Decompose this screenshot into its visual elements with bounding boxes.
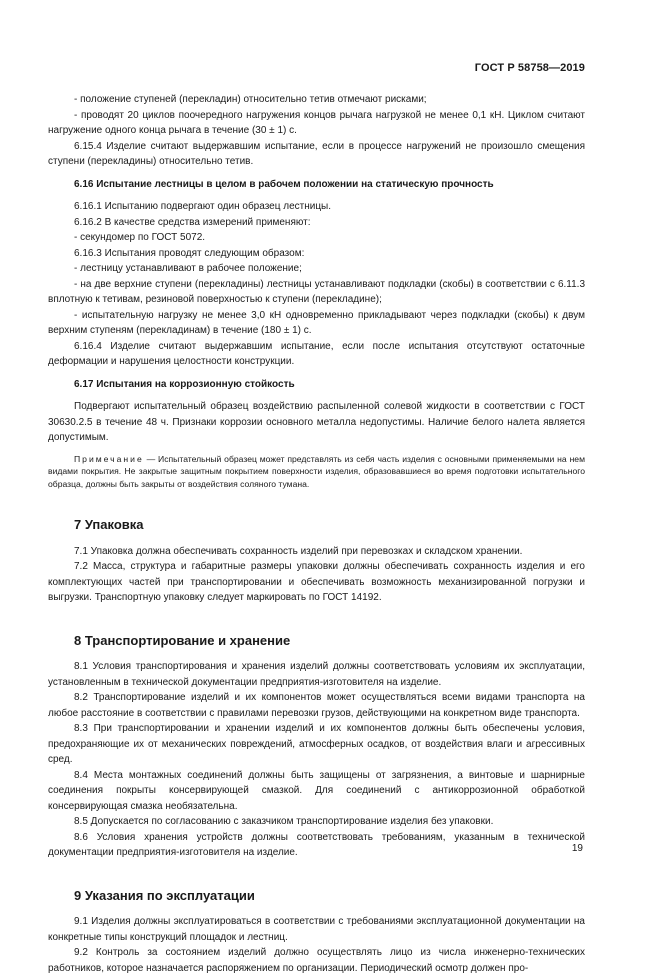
paragraph: 8.1 Условия транспортирования и хранения изделий должны соответствовать условиям их эксплуатации, установленным в технической документации предприятия-изготовителя на изделие. xyxy=(48,661,585,688)
subsection-heading: 6.17 Испытания на коррозионную стойкость xyxy=(74,378,295,390)
paragraph: 8.3 При транспортировании и хранении изделий и их компонентов должны быть обеспечены условия, предохраняющие их от механических повреждений, атмосферных осадков, от воздействия влаги и агрессивных сред. xyxy=(48,723,585,765)
paragraph: 6.16.2 В качестве средства измерений применяют: xyxy=(74,216,311,228)
document-body xyxy=(48,92,585,976)
paragraph: 9.1 Изделия должны эксплуатироваться в соответствии с требованиями эксплуатационной документации на конкретные типы конструкций площадок и лестниц. xyxy=(48,916,585,943)
section-heading: 8 Транспортирование и хранение xyxy=(74,632,291,648)
paragraph: 7.2 Масса, структура и габаритные размеры упаковки должны обеспечивать сохранность изделия и его комплектующих частей при транспортировании и обеспечивать возможность механизированной погрузки и выгрузки. Транспортную упаковку следует маркировать по ГОСТ 14192. xyxy=(48,561,585,603)
paragraph: - проводят 20 циклов поочередного нагружения концов рычага нагрузкой не менее 0,1 кН. Циклом считают нагружение одного конца рычага в течение (30 ± 1) с. xyxy=(48,109,585,136)
paragraph: Подвергают испытательный образец воздействию распыленной солевой жидкости в соответствии с ГОСТ 30630.2.5 в течение 48 ч. Признаки коррозии основного металла недопустимы. Наличие белого налета является допустимым. xyxy=(48,401,585,443)
paragraph: 6.16.1 Испытанию подвергают один образец лестницы. xyxy=(74,201,332,212)
standard-header: ГОСТ Р 58758—2019 xyxy=(474,62,585,74)
note-label: Примечание xyxy=(74,453,144,464)
paragraph: - лестницу устанавливают в рабочее положение; xyxy=(74,263,302,274)
paragraph: 7.1 Упаковка должна обеспечивать сохранность изделий при перевозках и складском хранении. xyxy=(74,545,523,557)
page-number: 19 xyxy=(571,843,583,854)
paragraph: 6.15.4 Изделие считают выдержавшим испытание, если в процессе нагружений не произошло смещения ступени (перекладины) относительно тетив. xyxy=(48,140,585,167)
note-text: — Испытательный образец может представлять из себя часть изделия с основными применяемыми на нем видами покрытия. Не закрытые защитным покрытием поверхности изделия, образовавшиеся во время подготовки испытательного образца, должны быть закрыты от воздействия соляного тумана. xyxy=(48,453,585,489)
paragraph: - секундомер по ГОСТ 5072. xyxy=(74,232,206,243)
paragraph: 9.2 Контроль за состоянием изделий должно осуществлять лицо из числа инженерно-технических работников, которое назначается распоряжением по организации. Периодический осмотр должен про- xyxy=(48,947,585,974)
note xyxy=(48,453,585,491)
paragraph: - положение ступеней (перекладин) относительно тетив отмечают рисками; xyxy=(74,94,427,105)
paragraph: 8.2 Транспортирование изделий и их компонентов может осуществляться всеми видами транспорта на любое расстояние в соответствии с правилами перевозки грузов, действующими на конкретном виде транспорта. xyxy=(48,692,585,719)
subsection-heading: 6.16 Испытание лестницы в целом в рабочем положении на статическую прочность xyxy=(74,178,494,190)
section-heading: 7 Упаковка xyxy=(74,517,144,532)
paragraph: 6.16.4 Изделие считают выдержавшим испытание, если после испытания отсутствуют остаточные деформации и нарушения целостности конструкции. xyxy=(48,340,585,367)
paragraph: 8.6 Условия хранения устройств должны соответствовать требованиям, указанным в технической документации предприятия-изготовителя на изделие. xyxy=(48,831,585,858)
paragraph: - испытательную нагрузку не менее 3,0 кН одновременно прикладывают через подкладки (скобы) к двум верхним ступеням (перекладинам) в течение (180 ± 1) с. xyxy=(48,309,585,336)
paragraph: 8.4 Места монтажных соединений должны быть защищены от загрязнения, а винтовые и шарнирные соединения покрыты консервирующей смазкой. Для соединений с антикоррозионной обработкой консервирующая смазка необязательна. xyxy=(48,769,585,812)
paragraph: 8.5 Допускается по согласованию с заказчиком транспортирование изделия без упаковки. xyxy=(74,816,494,827)
paragraph: 6.16.3 Испытания проводят следующим образом: xyxy=(74,247,305,259)
paragraph: - на две верхние ступени (перекладины) лестницы устанавливают подкладки (скобы) в соответствии с 6.11.3 вплотную к тетивам, резиновой поверхностью к ступени (перекладине); xyxy=(48,278,585,305)
section-heading: 9 Указания по эксплуатации xyxy=(74,887,255,903)
